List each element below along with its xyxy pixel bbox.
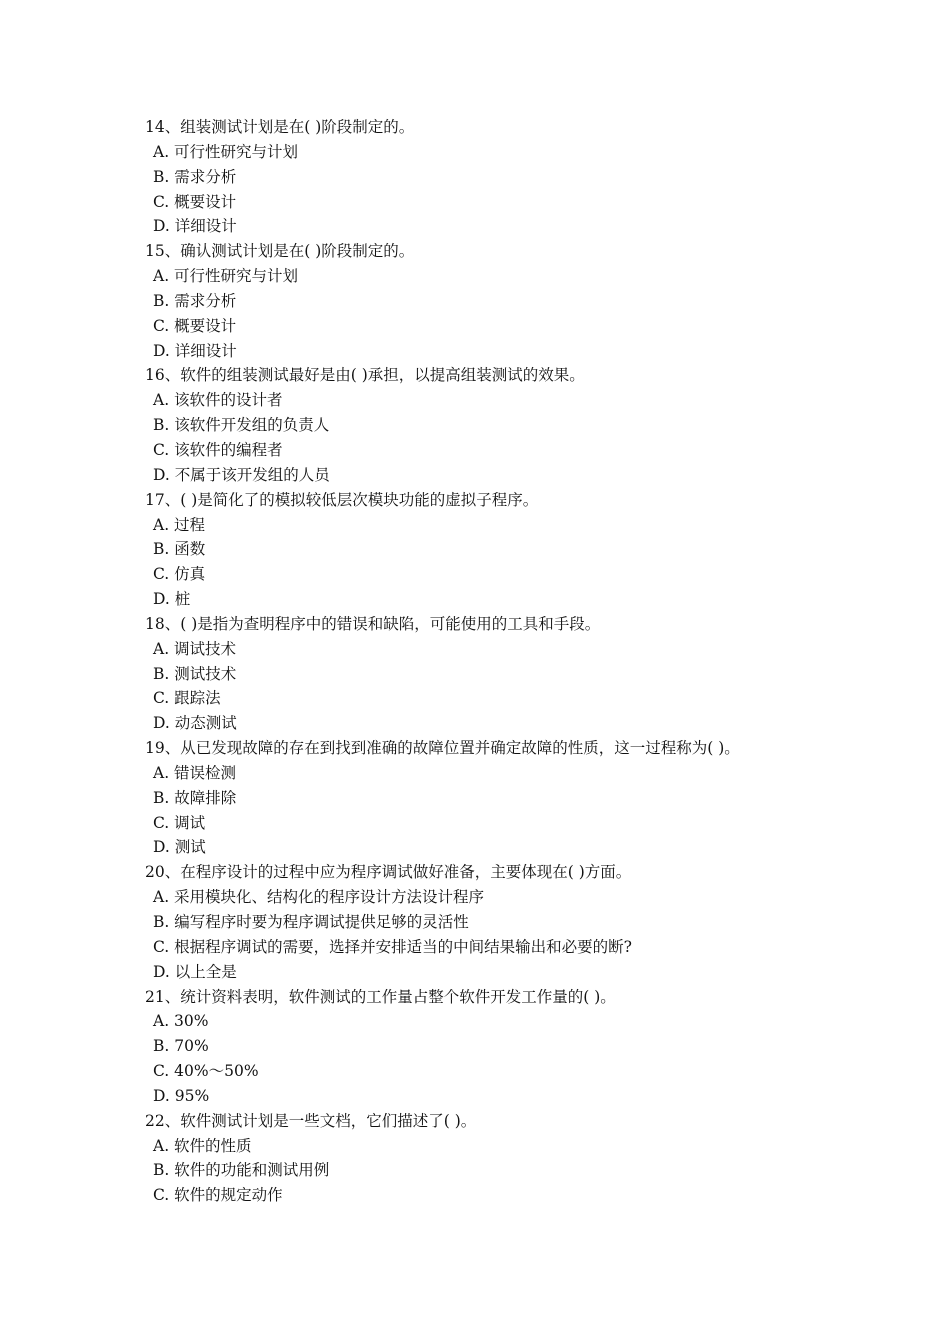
answer-option: B. 70% (153, 1037, 209, 1056)
question-text: 17、( )是简化了的模拟较低层次模块功能的虚拟子程序。 (145, 490, 539, 509)
answer-option: A. 调试技术 (153, 639, 237, 658)
question-text: 14、组装测试计划是在( )阶段制定的。 (145, 118, 415, 136)
answer-option: C. 软件的规定动作 (153, 1186, 283, 1205)
answer-option: C. 仿真 (153, 565, 206, 584)
question-text: 18、( )是指为查明程序中的错误和缺陷，可能使用的工具和手段。 (145, 614, 601, 633)
answer-option: C. 该软件的编程者 (153, 440, 283, 459)
answer-option: A. 该软件的设计者 (153, 391, 283, 410)
answer-option: C. 概要设计 (153, 192, 237, 211)
answer-option: B. 测试技术 (153, 664, 237, 683)
answer-option: B. 故障排除 (153, 788, 237, 807)
answer-option: B. 函数 (153, 540, 206, 559)
answer-option: B. 软件的功能和测试用例 (153, 1161, 330, 1180)
answer-option: D. 动态测试 (153, 714, 237, 733)
answer-option: D. 不属于该开发组的人员 (153, 465, 330, 484)
question-text: 16、软件的组装测试最好是由( )承担，以提高组装测试的效果。 (145, 366, 585, 385)
answer-option: D. 95% (153, 1086, 210, 1105)
answer-option: C. 根据程序调试的需要，选择并安排适当的中间结果输出和必要的断? (153, 937, 632, 956)
answer-option: A. 错误检测 (153, 763, 237, 782)
answer-option: C. 40%～50% (153, 1062, 259, 1081)
answer-option: D. 测试 (153, 838, 206, 857)
question-text: 22、软件测试计划是一些文档，它们描述了( )。 (145, 1111, 477, 1130)
answer-option: B. 该软件开发组的负责人 (153, 416, 330, 435)
answer-option: D. 桩 (153, 590, 191, 609)
document-page (0, 115, 950, 1208)
question-text: 21、统计资料表明，软件测试的工作量占整个软件开发工作量的( )。 (145, 987, 616, 1006)
question-text: 15、确认测试计划是在( )阶段制定的。 (145, 242, 415, 261)
answer-option: A. 可行性研究与计划 (153, 267, 299, 286)
answer-option: D. 详细设计 (153, 341, 237, 360)
answer-option: D. 以上全是 (153, 962, 237, 981)
answer-option: A. 过程 (153, 515, 206, 534)
answer-option: A. 采用模块化、结构化的程序设计方法设计程序 (153, 888, 485, 907)
answer-option: A. 30% (153, 1012, 209, 1031)
answer-option: C. 调试 (153, 813, 206, 832)
answer-option: B. 编写程序时要为程序调试提供足够的灵活性 (153, 913, 469, 931)
answer-option: B. 需求分析 (153, 167, 237, 186)
answer-option: B. 需求分析 (153, 291, 237, 310)
answer-option: A. 可行性研究与计划 (153, 142, 299, 161)
answer-option: C. 概要设计 (153, 316, 237, 335)
answer-option: A. 软件的性质 (153, 1136, 252, 1155)
question-text: 19、从已发现故障的存在到找到准确的故障位置并确定故障的性质，这一过程称为( )。 (145, 739, 740, 758)
question-text: 20、在程序设计的过程中应为程序调试做好准备，主要体现在( )方面。 (145, 863, 632, 882)
answer-option: D. 详细设计 (153, 217, 237, 236)
answer-option: C. 跟踪法 (153, 689, 221, 708)
